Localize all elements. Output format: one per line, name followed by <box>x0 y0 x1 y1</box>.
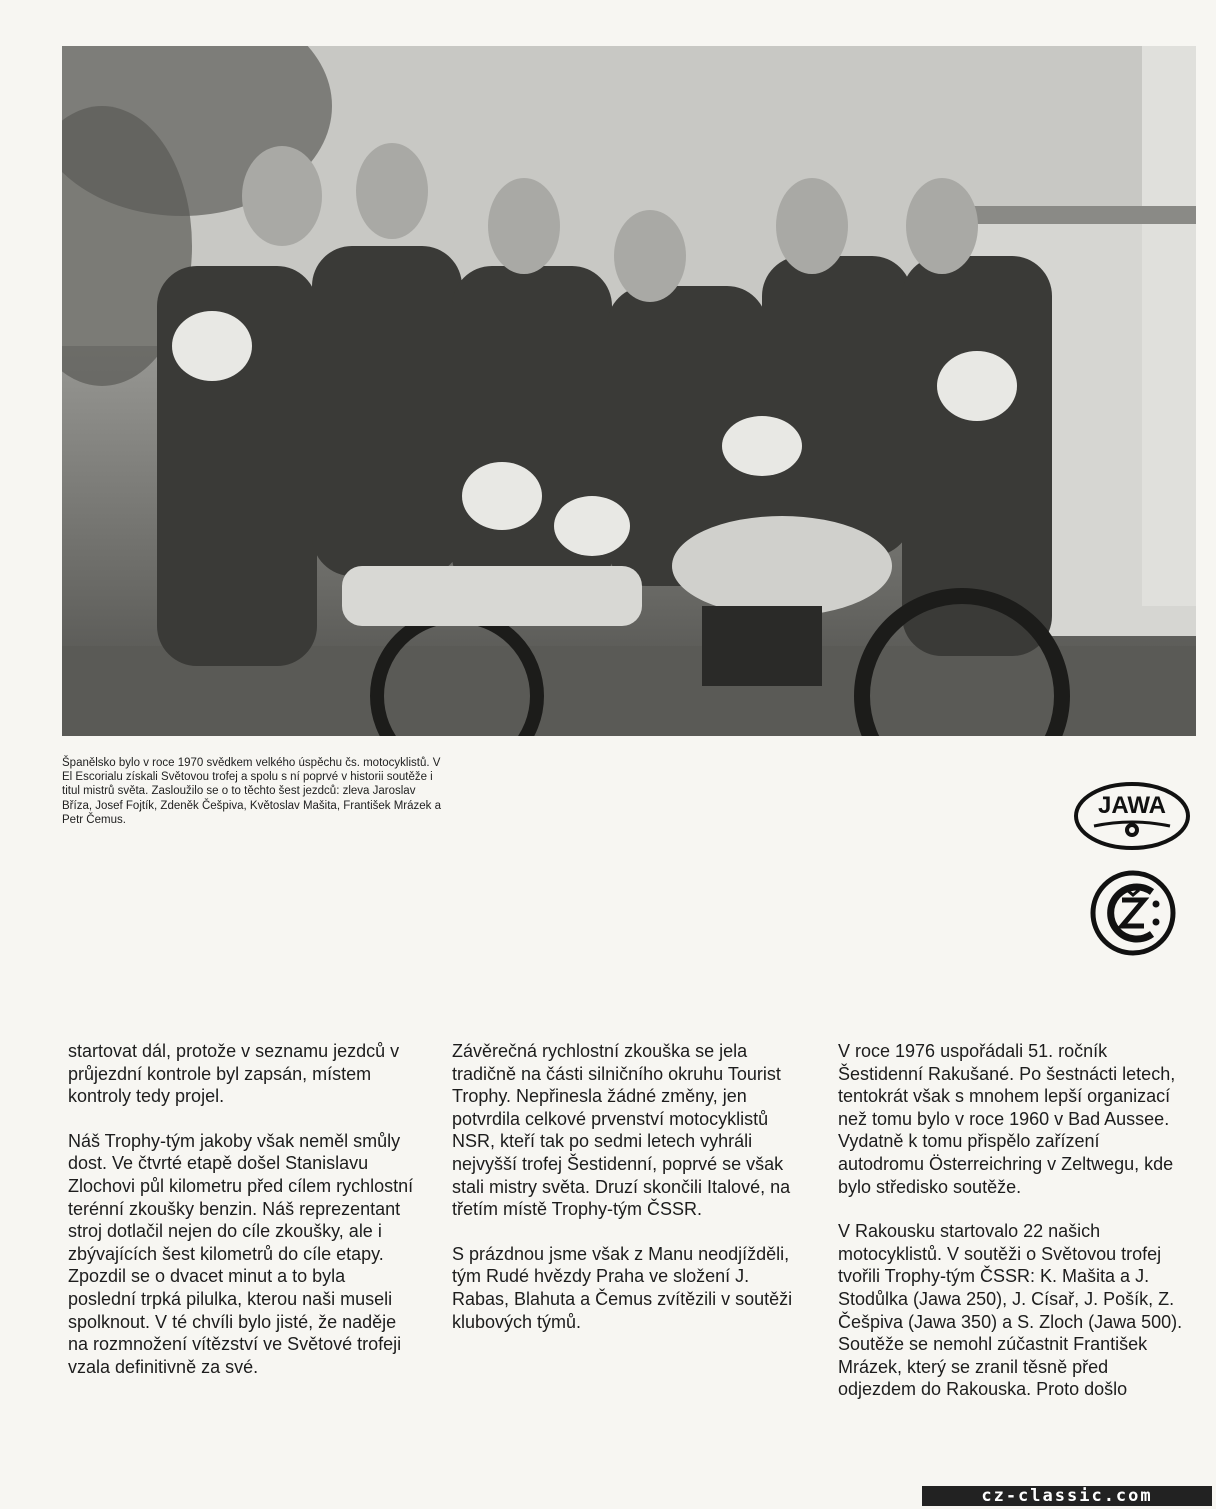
text-column-3 <box>838 1040 1188 1423</box>
photo-illustration <box>62 46 1196 736</box>
team-photo <box>62 46 1196 736</box>
cz-logo <box>1090 870 1176 956</box>
text-column-1 <box>68 1040 418 1400</box>
jawa-logo <box>1072 780 1192 852</box>
col3-paragraph-2: V Rakousku startovalo 22 našich motocyklistů. V soutěži o Světovou trofej tvořili Trophy-tým ČSSR: K. Mašita a J. Stodůlka (Jawa 250), J. Císař, J. Pošík, Z. Češpiva (Jawa 350) a S. Zloch (Jawa 500). Soutěže se nemohl zúčastnit František Mrázek, který se zranil těsně před odjezdem do Rakouska. Proto došlo <box>838 1221 1183 1400</box>
col2-paragraph-1: Závěrečná rychlostní zkouška se jela tradičně na části silničního okruhu Tourist Trophy. Nepřinesla žádné změny, jen potvrdila celkové prvenství motocyklistů NSR, kteří tak po sedmi letech vyhráli nejvyšší trofej Šestidenní, poprvé se však stali mistry světa. Druzí skončili Italové, na třetím místě Trophy-tým ČSSR. <box>452 1041 791 1220</box>
photo-caption <box>62 756 442 827</box>
col3-paragraph-1: V roce 1976 uspořádali 51. ročník Šestidenní Rakušané. Po šestnácti letech, tentokrát však s mnohem lepší organizací než tomu bylo v roce 1960 v Bad Aussee. Vydatně k tomu přispělo zařízení autodromu Österreichring v Zeltwegu, kde bylo středisko soutěže. <box>838 1041 1176 1197</box>
col2-paragraph-2: S prázdnou jsme však z Manu neodjížděli, tým Rudé hvězdy Praha ve složení J. Rabas, Blahuta a Čemus zvítězili v soutěži klubových týmů. <box>452 1243 793 1332</box>
caption-text: Španělsko bylo v roce 1970 svědkem velkého úspěchu čs. motocyklistů. V El Escorialu získali Světovou trofej a spolu s ní poprvé v historii soutěže i titul mistrů světa. Zasloužilo se o to těchto šest jezdců: zleva Jaroslav Bříza, Josef Fojtík, Zdeněk Češpiva, Květoslav Mašita, František Mrázek a Petr Čemus. <box>62 757 442 826</box>
text-column-2 <box>452 1040 802 1355</box>
col1-paragraph-2: Náš Trophy-tým jakoby však neměl smůly dost. Ve čtvrté etapě došel Stanislavu Zlochovi půl kilometru před cílem rychlostní terénní zkoušky benzin. Náš reprezentant stroj dotlačil nejen do cíle zkoušky, ale i zbývajících šest kilometrů do cíle etapy. Zpozdil se o dvacet minut a to byla poslední trpká pilulka, kterou naši museli spolknout. V té chvíli bylo jisté, že naděje na rozmnožení vítězství ve Světové trofeji vzala definitivně za své. <box>68 1130 414 1377</box>
jawa-logo-text: JAWA <box>1097 792 1167 819</box>
site-watermark: cz-classic.com <box>922 1486 1212 1506</box>
col1-paragraph-1: startovat dál, protože v seznamu jezdců v průjezdní kontrole byl zapsán, místem kontroly tedy projel. <box>68 1041 400 1107</box>
